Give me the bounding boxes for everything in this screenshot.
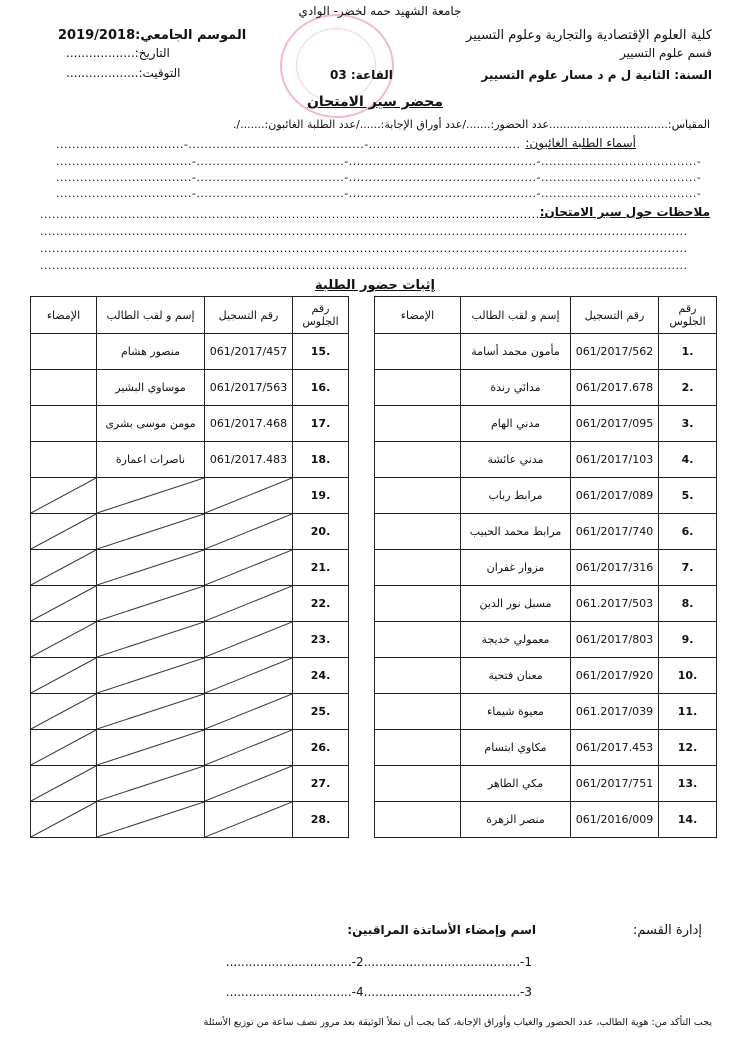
seat-number: .11 xyxy=(659,694,717,730)
registration-number: 061.2017/503 xyxy=(571,586,659,622)
header-seat: رقم الجلوس xyxy=(293,297,349,334)
table-row xyxy=(31,622,349,658)
crossed-out-cell xyxy=(31,658,97,694)
registration-number: 061/2017/095 xyxy=(571,406,659,442)
department-name: قسم علوم التسيير xyxy=(620,46,712,60)
crossed-out-cell xyxy=(205,658,293,694)
registration-number: 061/2017/103 xyxy=(571,442,659,478)
table-row xyxy=(375,550,717,586)
registration-number: 061/2017/563 xyxy=(205,370,293,406)
crossed-out-cell xyxy=(31,622,97,658)
seat-number: .8 xyxy=(659,586,717,622)
registration-number: 061/2017/920 xyxy=(571,658,659,694)
table-row xyxy=(375,730,717,766)
crossed-out-cell xyxy=(205,730,293,766)
table-row xyxy=(375,658,717,694)
seat-number: .24 xyxy=(293,658,349,694)
table-row xyxy=(375,586,717,622)
student-name: مكاوي ابتسام xyxy=(461,730,571,766)
student-name: منصر الزهرة xyxy=(461,802,571,838)
student-name: معمولي خديجة xyxy=(461,622,571,658)
registration-number: 061/2017/751 xyxy=(571,766,659,802)
registration-number: 061/2017.468 xyxy=(205,406,293,442)
notes-line-3[interactable]: .................................................................................................................................................................. xyxy=(40,242,688,255)
signature-cell[interactable] xyxy=(375,370,461,406)
seat-number: .28 xyxy=(293,802,349,838)
seat-number: .22 xyxy=(293,586,349,622)
crossed-out-cell xyxy=(31,730,97,766)
table-row xyxy=(31,442,349,478)
signature-cell[interactable] xyxy=(31,334,97,370)
crossed-out-cell xyxy=(205,514,293,550)
year-label: السنة: الثانية ل م د مسار علوم التسيير xyxy=(481,68,712,82)
seat-number: .9 xyxy=(659,622,717,658)
exam-info-line[interactable]: المقياس:..................................عدد الحضور:......./عدد أوراق الإجابة:....../عدد الطلبة الغائبون:......./. xyxy=(232,118,710,131)
student-name: مرابط رباب xyxy=(461,478,571,514)
crossed-out-cell xyxy=(97,694,205,730)
table-row xyxy=(375,802,717,838)
attendance-table-right xyxy=(374,296,717,838)
table-row xyxy=(31,730,349,766)
table-row xyxy=(31,550,349,586)
seat-number: .23 xyxy=(293,622,349,658)
notes-label: ملاحظات حول سير الامتحان: xyxy=(539,205,710,219)
table-row xyxy=(375,370,717,406)
form-title: محضر سير الامتحان xyxy=(306,94,444,110)
student-name: منصور هشام xyxy=(97,334,205,370)
table-row xyxy=(375,694,717,730)
signature-cell[interactable] xyxy=(31,370,97,406)
date-field[interactable]: التاريخ:.................. xyxy=(66,46,170,60)
signature-cell[interactable] xyxy=(375,442,461,478)
crossed-out-cell xyxy=(31,550,97,586)
faculty-name: كلية العلوم الإقتصادية والتجارية وعلوم التسيير xyxy=(466,28,712,43)
signature-cell[interactable] xyxy=(375,802,461,838)
attendance-title: إثبات حضور الطلبة xyxy=(315,278,435,293)
proctor-signature-row-2[interactable]: 3-.........................................4-................................. xyxy=(225,985,532,999)
registration-number: 061/2017.453 xyxy=(571,730,659,766)
seat-number: .19 xyxy=(293,478,349,514)
verification-note: يجب التأكد من: هوية الطالب، عدد الحضور والغياب وأوراق الإجابة، كما يجب أن تملأ الوثيقة بعد مرور نصف ساعة من توزيع الأسئلة xyxy=(203,1017,712,1028)
table-row xyxy=(375,442,717,478)
header-sign: الإمضاء xyxy=(31,297,97,334)
signature-cell[interactable] xyxy=(375,406,461,442)
seat-number: .6 xyxy=(659,514,717,550)
signature-cell[interactable] xyxy=(375,622,461,658)
signature-cell[interactable] xyxy=(375,514,461,550)
table-row xyxy=(31,370,349,406)
table-row xyxy=(375,406,717,442)
crossed-out-cell xyxy=(205,694,293,730)
signature-cell[interactable] xyxy=(375,730,461,766)
registration-number: 061/2017/562 xyxy=(571,334,659,370)
crossed-out-cell xyxy=(97,766,205,802)
notes-line-4[interactable]: .................................................................................................................................................................. xyxy=(40,259,688,272)
table-row xyxy=(375,514,717,550)
crossed-out-cell xyxy=(205,550,293,586)
signature-cell[interactable] xyxy=(375,586,461,622)
crossed-out-cell xyxy=(205,622,293,658)
signature-cell[interactable] xyxy=(31,406,97,442)
header-name: إسم و لقب الطالب xyxy=(461,297,571,334)
table-row xyxy=(31,586,349,622)
crossed-out-cell xyxy=(97,730,205,766)
seat-number: .7 xyxy=(659,550,717,586)
department-admin-label: إدارة القسم: xyxy=(632,923,702,938)
season-label: الموسم الجامعي:2019/2018 xyxy=(58,28,247,43)
student-name: مزوار غفران xyxy=(461,550,571,586)
registration-number: 061/2017.483 xyxy=(205,442,293,478)
seat-number: .21 xyxy=(293,550,349,586)
crossed-out-cell xyxy=(205,766,293,802)
crossed-out-cell xyxy=(97,622,205,658)
signature-cell[interactable] xyxy=(375,658,461,694)
student-name: مومن موسى بشرى xyxy=(97,406,205,442)
absent-line-3[interactable]: ..................................-.....................................-...............................................-.......................................- xyxy=(56,171,702,184)
absent-line-4[interactable]: ..................................-.....................................-...............................................-.......................................- xyxy=(56,187,702,200)
seat-number: .1 xyxy=(659,334,717,370)
student-name: مسبل نور الدين xyxy=(461,586,571,622)
seat-number: .16 xyxy=(293,370,349,406)
seat-number: .27 xyxy=(293,766,349,802)
signature-cell[interactable] xyxy=(375,694,461,730)
student-name: ناصرات اعمارة xyxy=(97,442,205,478)
signature-cell[interactable] xyxy=(375,334,461,370)
crossed-out-cell xyxy=(31,802,97,838)
registration-number: 061/2017.678 xyxy=(571,370,659,406)
student-name: مرابط محمد الحبيب xyxy=(461,514,571,550)
crossed-out-cell xyxy=(31,478,97,514)
crossed-out-cell xyxy=(31,766,97,802)
table-row xyxy=(31,478,349,514)
signature-cell[interactable] xyxy=(375,478,461,514)
table-row xyxy=(375,478,717,514)
student-name: مدني الهام xyxy=(461,406,571,442)
seat-number: .10 xyxy=(659,658,717,694)
proctor-signature-row-1[interactable]: 1-.........................................2-................................. xyxy=(225,955,532,969)
registration-number: 061/2017/740 xyxy=(571,514,659,550)
notes-line-2[interactable]: .................................................................................................................................................................. xyxy=(40,225,688,238)
table-row xyxy=(31,694,349,730)
registration-number: 061/2017/457 xyxy=(205,334,293,370)
table-row xyxy=(31,334,349,370)
seat-number: .18 xyxy=(293,442,349,478)
seat-number: .4 xyxy=(659,442,717,478)
registration-number: 061/2017/803 xyxy=(571,622,659,658)
registration-number: 061/2016/009 xyxy=(571,802,659,838)
student-name: معيوة شيماء xyxy=(461,694,571,730)
notes-line-1[interactable]: ............................................................................................................................... xyxy=(40,208,548,221)
student-name: مدني عائشة xyxy=(461,442,571,478)
seat-number: .12 xyxy=(659,730,717,766)
seat-number: .20 xyxy=(293,514,349,550)
attendance-table-left xyxy=(30,296,349,838)
registration-number: 061/2017/089 xyxy=(571,478,659,514)
absent-students-label: أسماء الطلبة الغائبون: xyxy=(525,136,636,150)
seat-number: .3 xyxy=(659,406,717,442)
crossed-out-cell xyxy=(31,586,97,622)
table-row xyxy=(375,622,717,658)
student-name: مكي الطاهر xyxy=(461,766,571,802)
table-row xyxy=(31,406,349,442)
crossed-out-cell xyxy=(31,514,97,550)
crossed-out-cell xyxy=(31,694,97,730)
crossed-out-cell xyxy=(97,550,205,586)
table-row xyxy=(31,766,349,802)
table-row xyxy=(31,802,349,838)
crossed-out-cell xyxy=(97,514,205,550)
time-field[interactable]: التوقيت:................... xyxy=(66,66,181,80)
crossed-out-cell xyxy=(205,478,293,514)
seat-number: .13 xyxy=(659,766,717,802)
hall-label: القاعة: 03 xyxy=(330,68,393,82)
absent-line-1[interactable]: ................................-............................................-...................................... xyxy=(56,138,521,151)
table-row xyxy=(31,658,349,694)
signature-cell[interactable] xyxy=(375,550,461,586)
absent-line-2[interactable]: ..................................-.....................................-...............................................-.......................................- xyxy=(56,155,702,168)
table-row xyxy=(375,766,717,802)
seat-number: .17 xyxy=(293,406,349,442)
crossed-out-cell xyxy=(97,478,205,514)
registration-number: 061/2017/316 xyxy=(571,550,659,586)
header-reg: رقم التسجيل xyxy=(571,297,659,334)
seat-number: .26 xyxy=(293,730,349,766)
table-row xyxy=(375,334,717,370)
student-name: مدائي رندة xyxy=(461,370,571,406)
header-name: إسم و لقب الطالب xyxy=(97,297,205,334)
university-name: جامعة الشهيد حمه لخضر- الوادي xyxy=(298,4,462,18)
crossed-out-cell xyxy=(97,658,205,694)
student-name: معنان فتحية xyxy=(461,658,571,694)
header-seat: رقم الجلوس xyxy=(659,297,717,334)
seat-number: .5 xyxy=(659,478,717,514)
header-sign: الإمضاء xyxy=(375,297,461,334)
crossed-out-cell xyxy=(205,802,293,838)
seat-number: .2 xyxy=(659,370,717,406)
crossed-out-cell xyxy=(97,802,205,838)
registration-number: 061.2017/039 xyxy=(571,694,659,730)
student-name: موساوي البشير xyxy=(97,370,205,406)
seat-number: .15 xyxy=(293,334,349,370)
table-row xyxy=(31,514,349,550)
seat-number: .14 xyxy=(659,802,717,838)
header-reg: رقم التسجيل xyxy=(205,297,293,334)
student-name: مأمون محمد أسامة xyxy=(461,334,571,370)
proctors-label: اسم وإمضاء الأساتذة المراقبين: xyxy=(347,923,536,937)
seat-number: .25 xyxy=(293,694,349,730)
signature-cell[interactable] xyxy=(31,442,97,478)
crossed-out-cell xyxy=(97,586,205,622)
crossed-out-cell xyxy=(205,586,293,622)
signature-cell[interactable] xyxy=(375,766,461,802)
